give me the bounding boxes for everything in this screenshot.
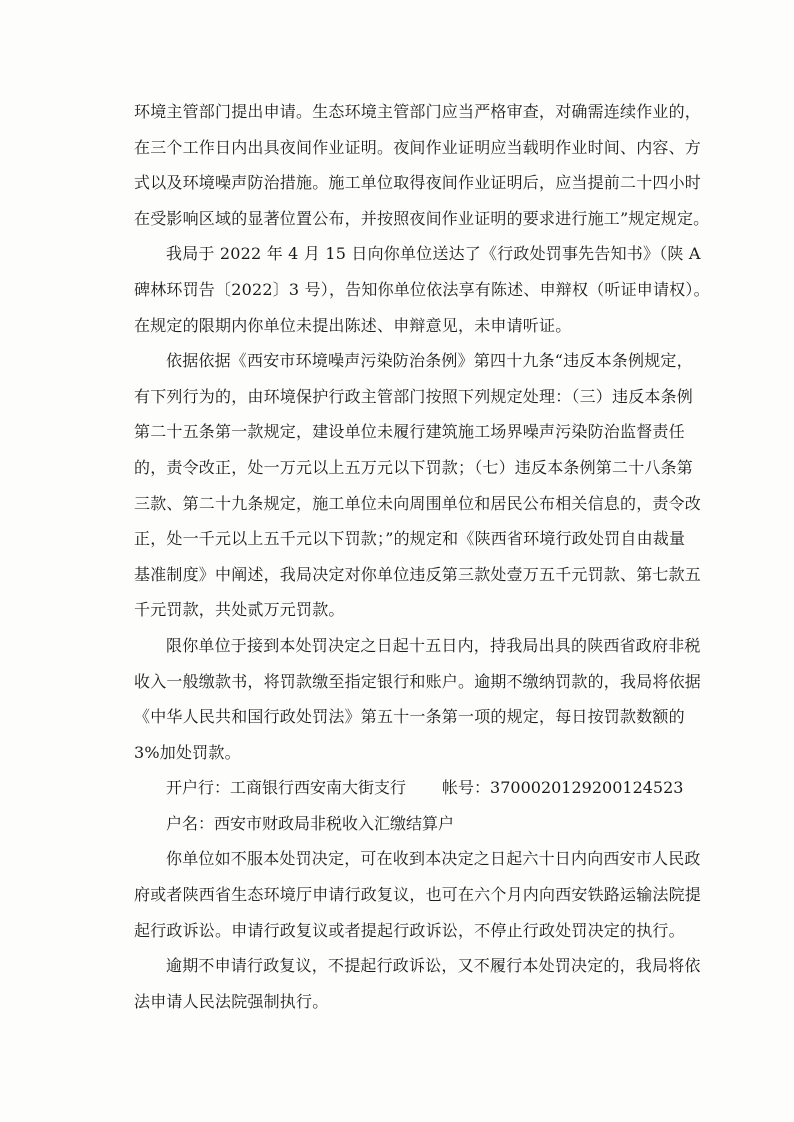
text-line: 你单位如不服本处罚决定，可在收到本决定之日起六十日内向西安市人民政 xyxy=(166,849,701,869)
bank-value: 工商银行西安南大街支行 xyxy=(230,778,407,798)
text-line: 式以及环境噪声防治措施。施工单位取得夜间作业证明后，应当提前二十四小时 xyxy=(134,173,702,193)
text-line: 依据依据《西安市环境噪声污染防治条例》第四十九条“违反本条例规定， xyxy=(166,351,693,371)
document-body xyxy=(134,94,710,1019)
account-name-line xyxy=(134,806,700,842)
text-line: 有下列行为的，由环境保护行政主管部门按照下列规定处理：（三）违反本条例 xyxy=(134,386,694,406)
text-line: 3%加处罚款。 xyxy=(134,742,241,762)
text-line: 逾期不申请行政复议，不提起行政诉讼，又不履行本处罚决定的，我局将依 xyxy=(166,956,701,976)
text-line: 起行政诉讼。申请行政复议或者提起行政诉讼，不停止行政处罚决定的执行。 xyxy=(134,920,685,940)
text-line: 法申请人民法院强制执行。 xyxy=(134,991,329,1011)
text-line: 的，责令改正，处一万元以上五万元以下罚款；（七）违反本条例第二十八条第 xyxy=(134,457,694,477)
paragraph-prior-notice xyxy=(134,236,710,343)
text-line: 府或者陕西省生态环境厅申请行政复议，也可在六个月内向西安铁路运输法院提 xyxy=(134,885,702,905)
paragraph-appeal-rights xyxy=(134,841,700,948)
text-line: 正，处一千元以上五千元以下罚款；”的规定和《陕西省环境行政处罚自由裁量 xyxy=(134,529,686,549)
text-line: 千元罚款，共处贰万元罚款。 xyxy=(134,600,345,620)
text-line: 我局于 2022 年 4 月 15 日向你单位送达了《行政处罚事先告知书》（陕 A xyxy=(166,244,701,264)
account-number-label: 帐号： xyxy=(442,778,491,798)
text-line: 三款、第二十九条规定，施工单位未向周围单位和居民公布相关信息的，责令改 xyxy=(134,493,702,513)
text-line: 在受影响区域的显著位置公布，并按照夜间作业证明的要求进行施工”规定规定。 xyxy=(134,208,710,228)
text-line: 环境主管部门提出申请。生态环境主管部门应当严格审查，对确需连续作业的， xyxy=(134,102,702,121)
text-line: 限你单位于接到本处罚决定之日起十五日内，持我局出具的陕西省政府非税 xyxy=(166,635,701,655)
paragraph-legal-basis xyxy=(134,343,700,628)
account-name-label: 户名： xyxy=(166,813,215,833)
text-line: 在三个工作日内出具夜间作业证明。夜间作业证明应当载明作业时间、内容、方 xyxy=(134,137,702,157)
account-name-value: 西安市财政局非税收入汇缴结算户 xyxy=(214,813,455,833)
paragraph-night-work-regulation xyxy=(134,94,710,236)
text-line: 碑林环罚告〔2022〕3 号），告知你单位依法享有陈述、申辩权（听证申请权）。 xyxy=(134,279,710,299)
paragraph-payment-deadline xyxy=(134,628,700,770)
text-line: 第二十五条第一款规定，建设单位未履行建筑施工场界噪声污染防治监督责任 xyxy=(134,422,685,442)
account-number-value: 3700020129200124523 xyxy=(490,778,684,798)
text-line: 《中华人民共和国行政处罚法》第五十一条第一项的规定，每日按罚款数额的 xyxy=(134,707,685,727)
bank-label: 开户行： xyxy=(166,778,231,798)
text-line: 基准制度》中阐述，我局决定对你单位违反第三款处壹万五千元罚款、第七款五 xyxy=(134,564,702,584)
paragraph-enforcement xyxy=(134,948,700,1019)
bank-account-line xyxy=(134,770,700,806)
text-line: 在规定的限期内你单位未提出陈述、申辩意见，未申请听证。 xyxy=(134,315,572,335)
text-line: 收入一般缴款书，将罚款缴至指定银行和账户。逾期不缴纳罚款的，我局将依据 xyxy=(134,671,702,691)
